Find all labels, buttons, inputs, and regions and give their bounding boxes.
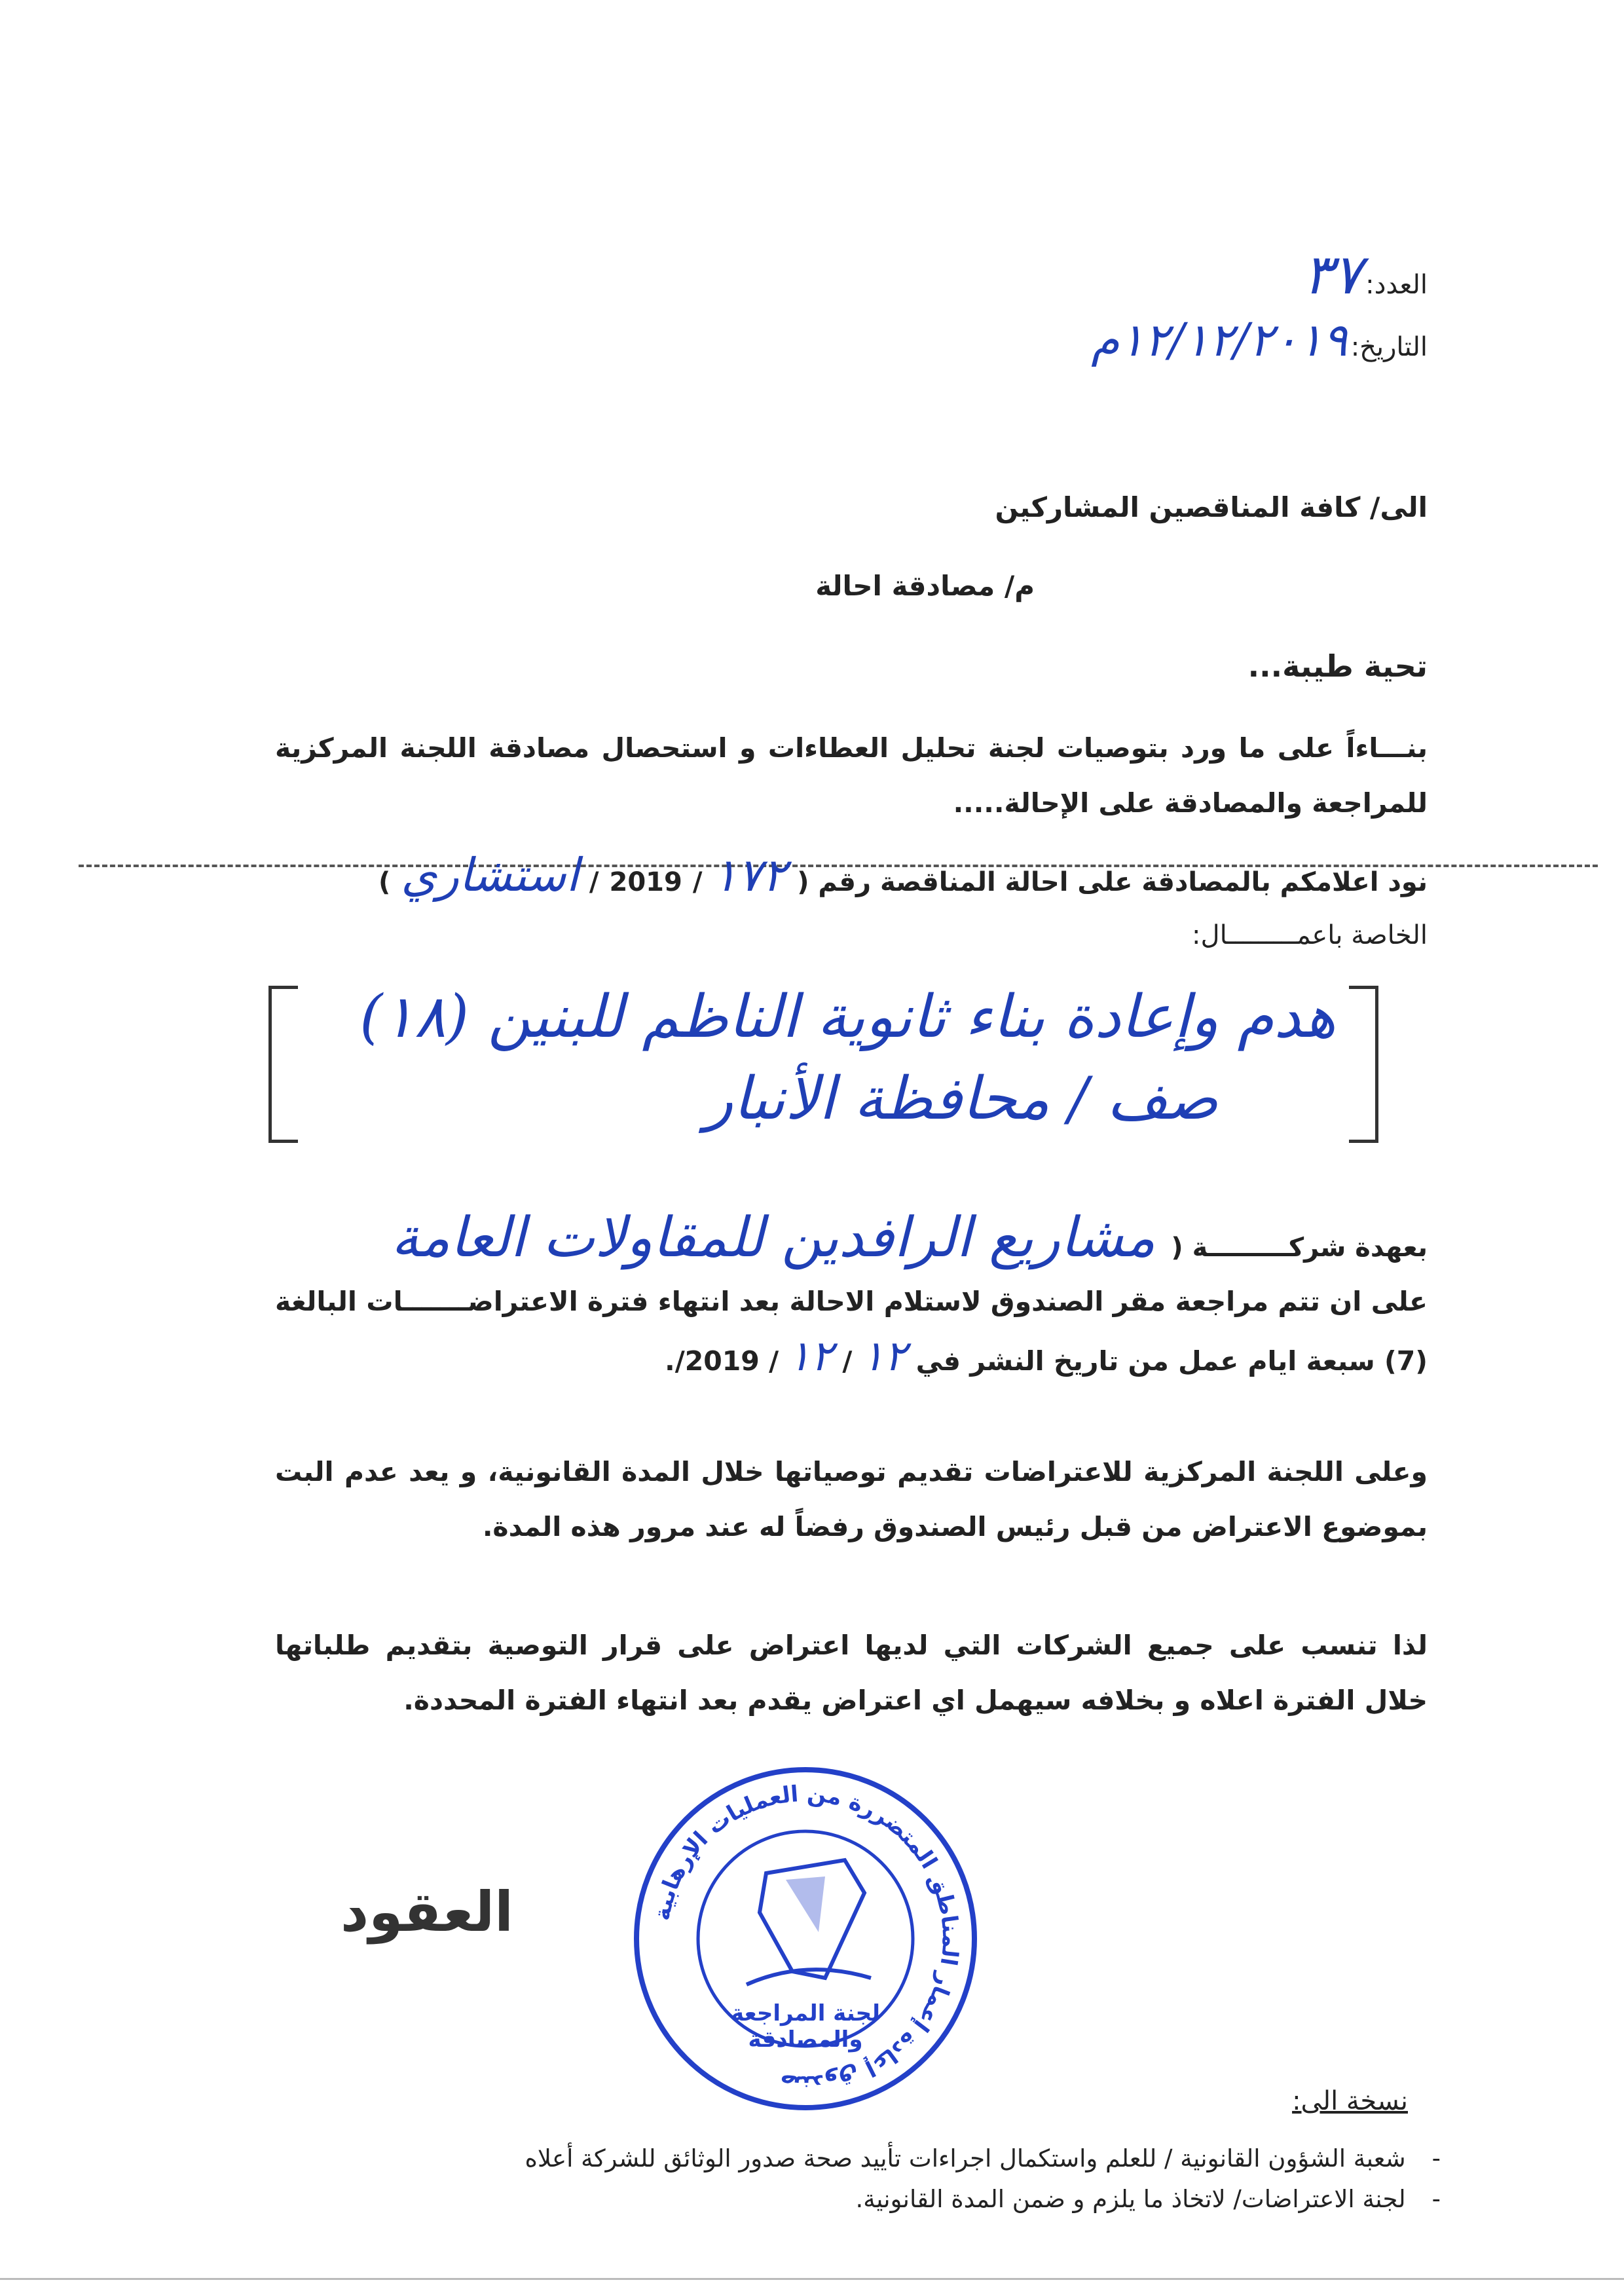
tender-year: 2019 (609, 867, 682, 897)
stamp-inner-text-1: لجنة المراجعة (731, 2000, 880, 2026)
company-label: بعهدة شركـــــــــة ( (1171, 1233, 1428, 1263)
stamp-seal-icon (629, 1762, 982, 2116)
paragraph-2: على ان تتم مراجعة مقر الصندوق لاستلام الاحالة بعد انتهاء فترة الاعتراضـــــــات البالغة (7) سبعة ايام عمل من تاريخ النشر في ١٢ / ١٢ / 2019/. (275, 1286, 1428, 1381)
tender-row (378, 848, 1428, 902)
paragraph-3: وعلى اللجنة المركزية للاعتراضات تقديم توصياتها خلال المدة القانونية، و يعد عدم البت بموضوع الاعتراض من قبل رئيس الصندوق رفضاً له عند مرور هذه المدة. (275, 1456, 1428, 1542)
publish-year: 2019/. (665, 1345, 760, 1377)
copy-to-list (196, 2138, 1441, 2220)
stamp-inner-text-2: والمصادقة (748, 2026, 863, 2053)
project-line-2: صف / محافظة الأنبار (705, 1064, 1218, 1133)
company-row (391, 1205, 1428, 1269)
paragraph-4: لذا تنسب على جميع الشركات التي لديها اعتراض على قرار التوصية بتقديم طلباتها خلال الفترة اعلاه و بخلافه سيهمل اي اعتراض يقدم بعد انتهاء الفترة المحددة. (275, 1630, 1428, 1716)
tender-number: ١٧٢ (712, 848, 787, 902)
date-value: ١٢/١٢/٢٠١٩م (1091, 313, 1348, 367)
copy-to-item: -لجنة الاعتراضات/ لاتخاذ ما يلزم و ضمن المدة القانونية. (855, 2185, 1441, 2213)
publish-month: ١٢ (788, 1332, 834, 1381)
copy-to-item-text: شعبة الشؤون القانونية / للعلم واستكمال اجراءات تأييد صحة صدور الوثائق للشركة أعلاه (525, 2144, 1406, 2173)
left-bracket (268, 986, 298, 1143)
tender-sep-1: / (692, 867, 703, 897)
paragraph-2-text: على ان تتم مراجعة مقر الصندوق لاستلام الاحالة بعد انتهاء فترة الاعتراضـــــــات البالغة (7) سبعة ايام عمل من تاريخ النشر في (275, 1286, 1428, 1377)
copy-to-label: نسخة الى: (1292, 2086, 1408, 2116)
tender-sep-2: / (589, 867, 599, 897)
number-label: العدد: (1365, 270, 1428, 300)
greeting: تحية طيبة... (1247, 648, 1428, 684)
works-label: الخاصة باعمـــــــــال: (1192, 920, 1428, 950)
number-row (1303, 242, 1428, 307)
publish-day: ١٢ (861, 1332, 907, 1381)
tender-intro: نود اعلامكم بالمصادقة على احالة المناقصة رقم ( (797, 867, 1428, 897)
number-value: ٣٧ (1302, 242, 1363, 307)
copy-to-item: -شعبة الشؤون القانونية / للعلم واستكمال اجراءات تأييد صحة صدور الوثائق للشركة أعلاه (525, 2144, 1441, 2173)
official-stamp (629, 1762, 982, 2116)
signature-title: العقود (341, 1880, 513, 1944)
scan-edge-line (0, 2278, 1624, 2280)
tender-close: ) (378, 867, 391, 897)
stamp-outer-text: صندوق إعادة إعمار المناطق المتضررة من العمليات الإرهابية (648, 1780, 964, 2097)
date-row (1091, 313, 1428, 367)
paragraph-1: بنـــاءاً على ما ورد بتوصيات لجنة تحليل العطاءات و استحصال مصادقة اللجنة المركزية للمراجعة والمصادقة على الإحالة..... (275, 732, 1428, 819)
date-label: التاريخ: (1350, 332, 1428, 362)
project-line-1: هدم وإعادة بناء ثانوية الناظم للبنين (١٨) (360, 982, 1336, 1051)
recipient: الى/ كافة المناقصين المشاركين (995, 491, 1428, 523)
copy-to-item-text: لجنة الاعتراضات/ لاتخاذ ما يلزم و ضمن المدة القانونية. (855, 2185, 1406, 2213)
tender-type: استشاري (401, 848, 579, 902)
company-name: مشاريع الرافدين للمقاولات العامة (391, 1205, 1156, 1269)
right-bracket (1349, 986, 1378, 1143)
subject: م/ مصادقة احالة (815, 570, 1035, 602)
